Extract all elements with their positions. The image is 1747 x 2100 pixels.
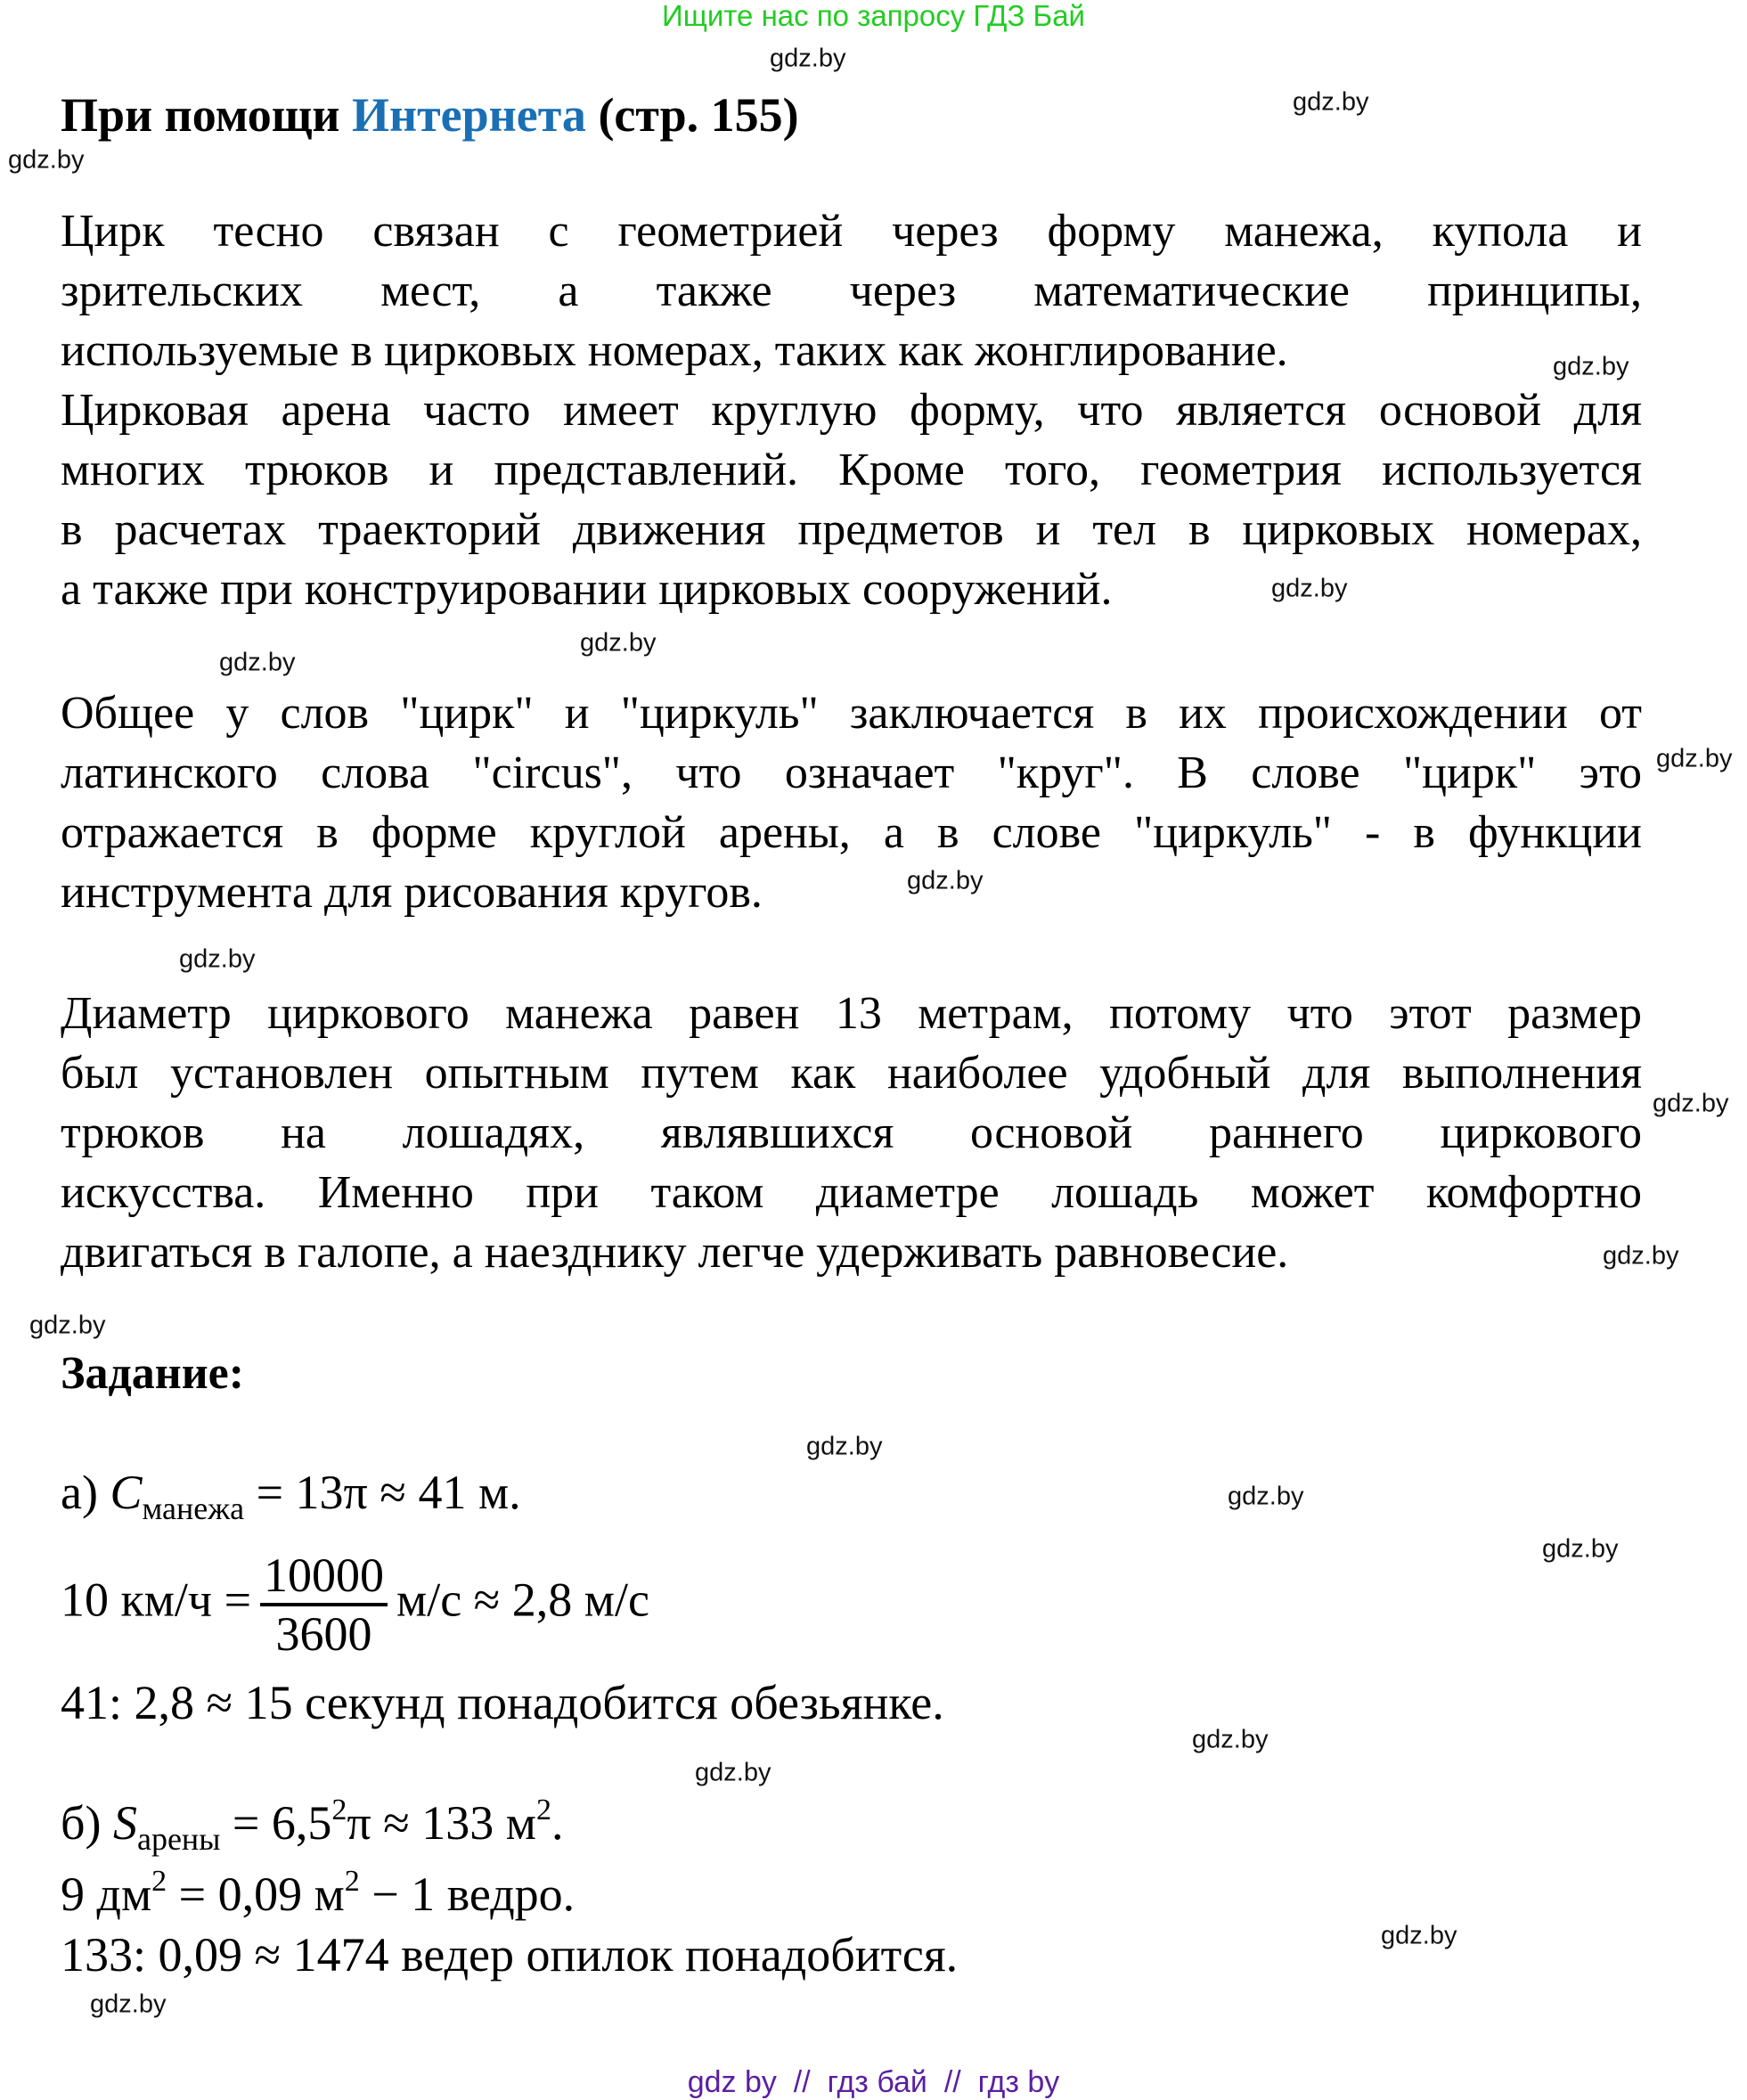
watermark: gdz.by — [1656, 744, 1733, 773]
text-line: используемые в цирковых номерах, таких как жонглирование. — [61, 325, 1288, 376]
math-result: 133: 0,09 ≈ 1474 ведер опилок понадобится. — [61, 1928, 959, 1982]
text-line: Цирк тесно связан с геометрией через форму манежа, купола и — [61, 206, 1642, 257]
math-text: π ≈ 133 м — [347, 1796, 536, 1850]
page-title — [61, 87, 799, 143]
title-part1: При помощи — [61, 88, 353, 142]
watermark: gdz.by — [1542, 1534, 1619, 1564]
math-text: . — [551, 1796, 564, 1850]
text-line: Общее у слов "цирк" и "циркуль" заключается в их происхождении от — [61, 688, 1642, 739]
top-banner: Ищите нас по запросу ГДЗ Бай — [662, 0, 1085, 32]
math-sub: манежа — [142, 1491, 245, 1526]
watermark: gdz.by — [1293, 87, 1369, 117]
fraction — [260, 1548, 388, 1662]
denominator: 3600 — [275, 1607, 372, 1661]
text-line: в расчетах траекторий движения предметов и тел в цирковых номерах, — [61, 504, 1642, 555]
watermark: gdz.by — [8, 145, 85, 175]
watermark: gdz.by — [695, 1758, 771, 1787]
math-text: = 6,5 — [220, 1796, 332, 1850]
math-text: м/с ≈ 2,8 м/с — [396, 1573, 649, 1627]
watermark: gdz.by — [29, 1311, 106, 1340]
math-sup: 2 — [331, 1794, 347, 1826]
text-line: Цирковая арена часто имеет круглую форму, что является основой для — [61, 385, 1642, 436]
math-text: = 13π ≈ 41 м. — [244, 1466, 521, 1519]
math-sub: арены — [136, 1821, 221, 1857]
paragraph-circus-geometry — [61, 201, 1642, 619]
watermark: gdz.by — [1553, 352, 1629, 381]
watermark: gdz.by — [179, 944, 256, 974]
math-sup: 2 — [151, 1865, 167, 1898]
math-text: 9 дм — [61, 1867, 152, 1921]
watermark: gdz.by — [1603, 1241, 1679, 1271]
watermark: gdz.by — [1381, 1921, 1457, 1950]
text-line: зрительских мест, а также через математические принципы, — [61, 266, 1642, 316]
text-line: а также при конструировании цирковых сооружений. — [61, 564, 1113, 615]
math-var: C — [110, 1466, 143, 1519]
math-time: 41: 2,8 ≈ 15 секунд понадобится обезьянке. — [61, 1676, 944, 1729]
math-bucket — [61, 1867, 575, 1921]
math-var: S — [112, 1796, 137, 1850]
text-line: отражается в форме круглой арены, а в слове "циркуль" - в функции — [61, 807, 1642, 858]
footer-links: gdz by // гдз бай // гдз by — [687, 2065, 1060, 2099]
math-text: 10 км/ч = — [61, 1573, 252, 1627]
text-line: инструмента для рисования кругов. — [61, 867, 763, 918]
math-text: а) — [61, 1466, 110, 1519]
math-text: − 1 ведро. — [359, 1867, 576, 1921]
watermark: gdz.by — [1271, 574, 1348, 603]
text-line: многих трюков и представлений. Кроме того, геометрия используется — [61, 445, 1642, 495]
text-line: трюков на лошадях, являвшихся основой раннего циркового — [61, 1107, 1642, 1158]
watermark: gdz.by — [1192, 1725, 1269, 1754]
math-area — [61, 1796, 563, 1866]
text-line: был установлен опытным путем как наиболее удобный для выполнения — [61, 1048, 1642, 1099]
text-line: двигаться в галопе, а наезднику легче удерживать равновесие. — [61, 1227, 1289, 1278]
watermark: gdz.by — [770, 44, 846, 73]
text-line: искусства. Именно при таком диаметре лошадь может комфортно — [61, 1167, 1642, 1218]
watermark: gdz.by — [580, 628, 657, 658]
watermark: gdz.by — [219, 648, 296, 677]
math-sup: 2 — [535, 1794, 551, 1826]
task-title: Задание: — [61, 1348, 245, 1399]
text-line: латинского слова "circus", что означает "круг". В слове "цирк" это — [61, 748, 1642, 798]
title-part2: (стр. 155) — [585, 88, 799, 142]
math-text: б) — [61, 1796, 113, 1850]
math-circumference — [61, 1466, 521, 1535]
watermark: gdz.by — [90, 1990, 167, 2019]
math-speed — [61, 1548, 649, 1662]
paragraph-arena-diameter — [61, 984, 1642, 1282]
text-line: Диаметр циркового манежа равен 13 метрам, потому что этот размер — [61, 988, 1642, 1039]
paragraph-word-origin — [61, 683, 1642, 922]
title-link[interactable]: Интернета — [352, 88, 586, 142]
math-text: = 0,09 м — [167, 1867, 345, 1921]
numerator: 10000 — [260, 1548, 388, 1606]
watermark: gdz.by — [1228, 1482, 1304, 1511]
watermark: gdz.by — [907, 866, 984, 895]
watermark: gdz.by — [1653, 1089, 1729, 1118]
watermark: gdz.by — [806, 1432, 883, 1461]
math-sup: 2 — [344, 1865, 360, 1898]
